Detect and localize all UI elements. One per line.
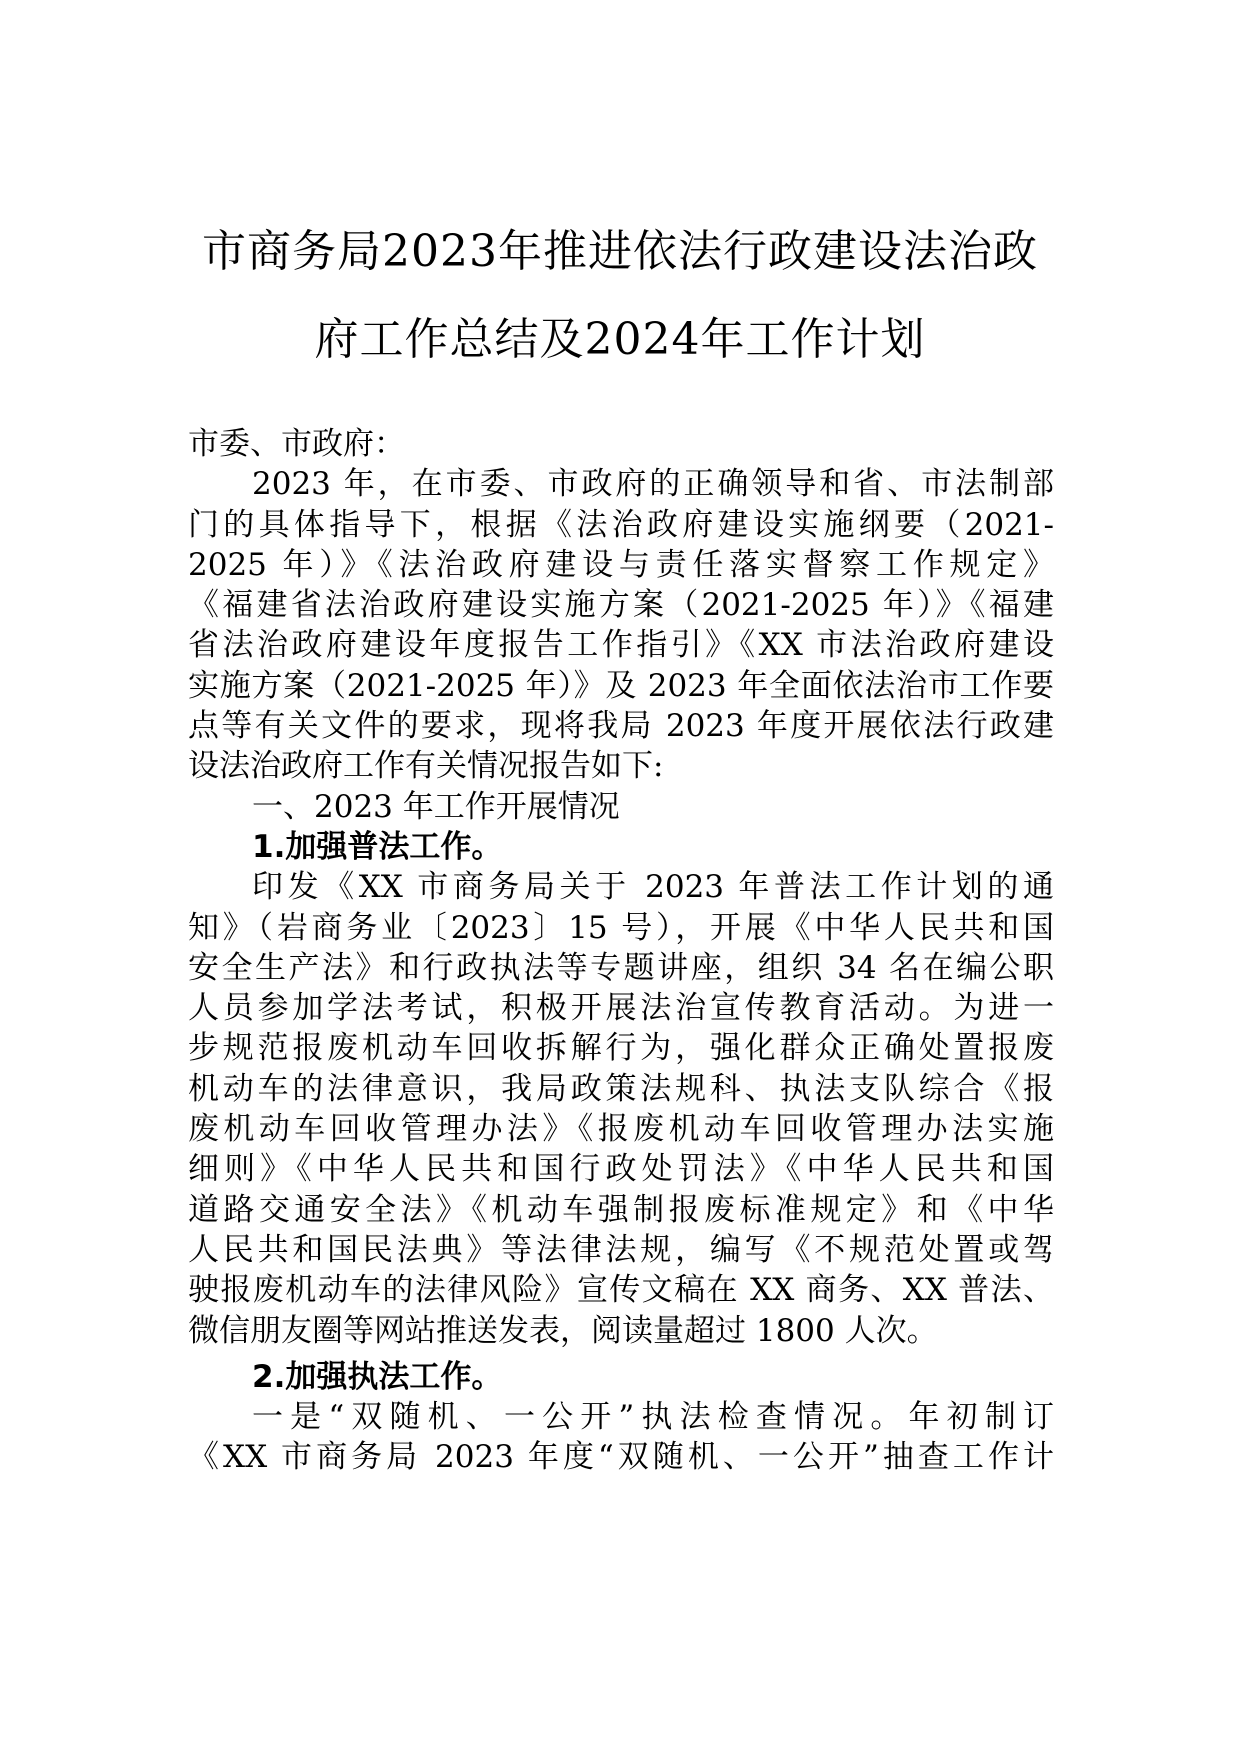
salutation: 市委、市政府： bbox=[188, 426, 405, 462]
intro-line-4: 《福建省法治政府建设实施方案（2021-2025 年）》《福建 bbox=[188, 587, 1054, 624]
intro-line-6: 实施方案（2021-2025 年）》及 2023 年全面依法治市工作要 bbox=[188, 667, 1054, 704]
intro-line-8: 设法治政府工作有关情况报告如下: bbox=[188, 748, 664, 785]
intro-line-2: 门的具体指导下，根据《法治政府建设实施纲要（2021- bbox=[188, 506, 1054, 543]
intro-line-3: 2025 年）》《法治政府建设与责任落实督察工作规定》 bbox=[188, 546, 1054, 583]
section-1-heading: 一、2023 年工作开展情况 bbox=[252, 788, 620, 825]
item-1-line-7: 废机动车回收管理办法》《报废机动车回收管理办法实施 bbox=[188, 1111, 1054, 1148]
item-1-line-2: 知》（岩商务业〔2023〕15 号），开展《中华人民共和国 bbox=[188, 909, 1054, 946]
item-1-line-3: 安全生产法》和行政执法等专题讲座，组织 34 名在编公职 bbox=[188, 949, 1054, 986]
item-1-line-1: 印发《XX 市商务局关于 2023 年普法工作计划的通 bbox=[252, 869, 1054, 906]
intro-line-1: 2023 年，在市委、市政府的正确领导和省、市法制部 bbox=[252, 466, 1054, 503]
item-1-heading: 1.加强普法工作。 bbox=[252, 828, 503, 865]
item-1-line-8: 细则》《中华人民共和国行政处罚法》《中华人民共和国 bbox=[188, 1151, 1054, 1188]
document-body bbox=[188, 424, 1054, 1478]
item-2-heading: 2.加强执法工作。 bbox=[252, 1358, 503, 1395]
item-1-line-5: 步规范报废机动车回收拆解行为，强化群众正确处置报废 bbox=[188, 1030, 1054, 1067]
item-2-line-1: 一是“双随机、一公开”执法检查情况。年初制订 bbox=[252, 1399, 1054, 1436]
item-1-line-10: 人民共和国民法典》等法律法规，编写《不规范处置或驾 bbox=[188, 1231, 1054, 1268]
item-1-line-11: 驶报废机动车的法律风险》宣传文稿在 XX 商务、XX 普法、 bbox=[188, 1272, 1054, 1309]
item-2-line-2: 《XX 市商务局 2023 年度“双随机、一公开”抽查工作计 bbox=[188, 1439, 1054, 1476]
intro-line-5: 省法治政府建设年度报告工作指引》《XX 市法治政府建设 bbox=[188, 627, 1054, 664]
intro-line-7: 点等有关文件的要求，现将我局 2023 年度开展依法行政建 bbox=[188, 708, 1054, 745]
title-line-2: 府工作总结及2024年工作计划 bbox=[314, 314, 926, 365]
title-line-1: 市商务局2023年推进依法行政建设法治政 bbox=[202, 226, 1038, 277]
document-title bbox=[180, 208, 1060, 384]
item-1-line-4: 人员参加学法考试，积极开展法治宣传教育活动。为进一 bbox=[188, 990, 1054, 1027]
item-1-line-9: 道路交通安全法》《机动车强制报废标准规定》和《中华 bbox=[188, 1191, 1054, 1228]
item-1-line-12: 微信朋友圈等网站推送发表，阅读量超过 1800 人次。 bbox=[188, 1312, 938, 1349]
item-1-line-6: 机动车的法律意识，我局政策法规科、执法支队综合《报 bbox=[188, 1070, 1054, 1107]
